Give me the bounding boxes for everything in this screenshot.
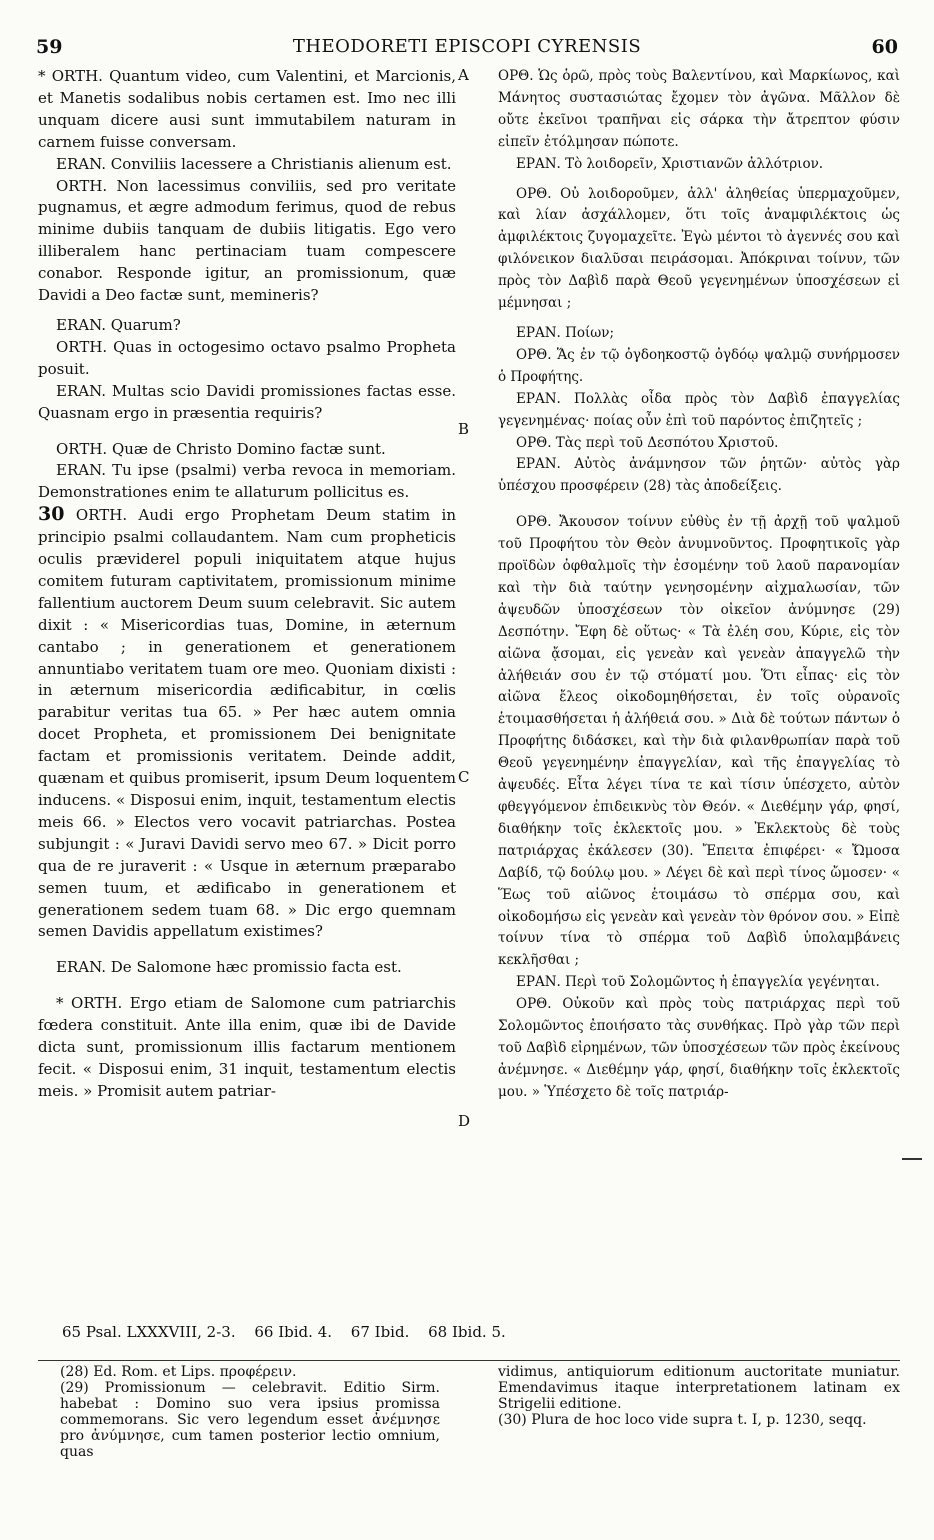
latin-paragraph: ERAN. Tu ipse (psalmi) verba revoca in memoriam. Demonstrationes enim te allaturum pollicitus es. — [38, 461, 456, 502]
footnote: 67 Ibid. — [350, 1323, 410, 1341]
editor-note: vidimus, antiquiorum editionum auctoritate muniatur. Emendavimus itaque interpretationem latinam ex Strigelii editione. — [498, 1364, 900, 1412]
column-number-30: 30 — [38, 503, 65, 526]
greek-paragraph: ΕΡΑΝ. Περὶ τοῦ Σολομῶντος ἡ ἐπαγγελία γεγένηται. — [516, 974, 880, 991]
latin-column — [38, 66, 456, 1103]
footnote: 66 Ibid. 4. — [254, 1323, 333, 1341]
editor-notes-left — [60, 1364, 440, 1460]
editor-note: (28) Ed. Rom. et Lips. προφέρειν. — [60, 1364, 297, 1380]
latin-paragraph: ERAN. Conviliis lacessere a Christianis alienum est. — [56, 154, 452, 173]
greek-paragraph: ΟΡΘ. Οὐκοῦν καὶ πρὸς τοὺς πατριάρχας περὶ τοῦ Σολομῶντος ἐποιήσατο τὰς συνθήκας. Πρὸ γὰρ τῶν περὶ τοῦ Δαβὶδ εἰρημένων, τῶν ὑποσχέσεων τῶν πρὸς ἐκείνους ἀνέμνησε. « Διεθέμην γάρ, φησί, διαθήκην τοῖς ἐκλεκτοῖς μου. » Ὑπέσχετο δὲ τοῖς πατριάρ- — [498, 996, 900, 1100]
greek-paragraph: ΕΡΑΝ. Αὐτὸς ἀνάμνησον τῶν ῥητῶν· αὐτὸς γὰρ ὑπέσχου προσφέρειν (28) τὰς ἀποδείξεις. — [498, 456, 900, 495]
greek-paragraph: ΟΡΘ. Οὐ λοιδοροῦμεν, ἀλλ' ἀληθείας ὑπερμαχοῦμεν, καὶ λίαν ἀσχάλλομεν, ὅτι τοῖς ἀναμφιλέκτοις ὡς ἀμφιλέκτοις ζυγομαχεῖτε. Ἐγὼ μέντοι τὸ ἀγεννές σου καὶ φιλόνεικον διαλῦσαι πειράσομαι. Ἀπόκριναι τοίνυν, τῶν πρὸς τὸν Δαβὶδ παρὰ Θεοῦ γεγενημένων ὑποσχέσεων εἰ μέμνησαι ; — [498, 185, 900, 312]
greek-paragraph: ΟΡΘ. Τὰς περὶ τοῦ Δεσπότου Χριστοῦ. — [516, 434, 779, 451]
latin-paragraph: ERAN. Quarum? — [56, 315, 181, 334]
latin-paragraph: * ORTH. Ergo etiam de Salomone cum patriarchis fœdera constituit. Ante illa enim, quæ ibi de Davide dicta sunt, promissionum illis factarum mentionem fecit. « Disposui enim, 31 inquit, testamentum electis meis. » Promisit autem patriar- — [38, 994, 456, 1100]
greek-paragraph: ΕΡΑΝ. Τὸ λοιδορεῖν, Χριστιανῶν ἀλλότριον. — [516, 155, 824, 172]
margin-letter-b: B — [458, 420, 470, 438]
greek-column — [498, 66, 900, 1104]
margin-letter-d: D — [458, 1112, 471, 1130]
notes-divider — [38, 1360, 900, 1361]
margin-dash — [902, 1158, 922, 1160]
editor-note: (29) Promissionum — celebravit. Editio Sirm. habebat : Domino suo vera ipsius promissa commemorans. Sic vero legendum esset ἀνέμνησε pro ἀνύμνησε, cum tamen posterior lectio omnium, quas — [60, 1380, 440, 1460]
greek-paragraph: ΕΡΑΝ. Πολλὰς οἶδα πρὸς τὸν Δαβὶδ ἐπαγγελίας γεγενημένας· ποίας οὖν ἐπὶ τοῦ παρόντος ἐπιζητεῖς ; — [498, 390, 900, 429]
latin-paragraph-col30: 30 ORTH. Audi ergo Prophetam Deum statim in principio psalmi collaudantem. Nam cum propheticis oculis præviderel populi iniquitatem atque hujus comitem futuram captivitatem, promissionum minime fallentium auctorem Deum suum celebravit. Sic autem dixit : « Misericordias tuas, Domine, in æternum cantabo ; in generationem et generationem annuntiabo veritatem tuam ore meo. Quoniam dixisti : in æternum misericordia ædificabitur, in cœlis parabitur veritas tua 65. » Per hæc autem omnia docet Propheta, et promissionem Dei benignitate factam et promissionis veritatem. Deinde addit, quænam et quibus promiserit, ipsum Deum loquentem inducens. « Disposui enim, inquit, testamentum electis meis 66. » Electos vero vocavit patriarchas. Postea subjungit : « Juravi Davidi servo meo 67. » Dicit porro qua de re juraverit : « Usque in æternum præparabo semen tuum, et ædificabo in generationem et generationem sedem tuam 68. » Dic ergo quemnam semen Davidis appellatum existimes? — [38, 503, 456, 941]
page-number-right: 60 — [871, 36, 898, 58]
editor-note: (30) Plura de hoc loco vide supra t. I, p. 1230, seqq. — [498, 1412, 867, 1428]
latin-paragraph: ORTH. Quas in octogesimo octavo psalmo Propheta posuit. — [38, 337, 456, 378]
latin-paragraph: ERAN. De Salomone hæc promissio facta est. — [56, 958, 402, 977]
latin-paragraph: ERAN. Multas scio Davidi promissiones factas esse. Quasnam ergo in præsentia requiris? — [38, 381, 456, 422]
margin-letter-c: C — [458, 768, 470, 786]
latin-paragraph: ORTH. Non lacessimus conviliis, sed pro veritate pugnamus, et ægre admodum ferimus, quod de rebus minime dubiis tanquam de dubiis litigatis. Ego vero illiberalem hanc pertinaciam tuam compescere conabor. Responde igitur, an promissionum, quæ Davidi a Deo factæ sunt, memineris? — [38, 176, 456, 305]
scripture-footnotes — [62, 1323, 662, 1341]
footnote: 65 Psal. LXXXVIII, 2-3. — [62, 1323, 236, 1341]
greek-paragraph: ΕΡΑΝ. Ποίων; — [516, 324, 615, 341]
page-header — [36, 36, 898, 58]
margin-letter-a: A — [458, 66, 469, 84]
page-number-left: 59 — [36, 36, 63, 58]
running-title: THEODORETI EPISCOPI CYRENSIS — [292, 36, 642, 57]
latin-paragraph: ORTH. Quæ de Christo Domino factæ sunt. — [56, 439, 386, 458]
latin-paragraph: * ORTH. Quantum video, cum Valentini, et Marcionis, et Manetis sodalibus nobis certamen est. Imo nec illi unquam dicere ausi sunt immutabilem naturam in carnem fuisse conversam. — [38, 67, 456, 151]
greek-paragraph: ΟΡΘ. Ἅς ἐν τῷ ὀγδοηκοστῷ ὀγδόῳ ψαλμῷ συνήρμοσεν ὁ Προφήτης. — [498, 346, 900, 385]
greek-paragraph: ΟΡΘ. Ὡς ὁρῶ, πρὸς τοὺς Βαλεντίνου, καὶ Μαρκίωνος, καὶ Μάνητος συστασιώτας ἔχομεν τὸν ἀγῶνα. Μᾶλλον δὲ οὔτε ἐκεῖνοι τραπῆναι εἰς σάρκα τὴν ἄτρεπτον φύσιν εἰπεῖν ἐτόλμησαν πώποτε. — [498, 68, 900, 150]
greek-paragraph: ΟΡΘ. Ἄκουσον τοίνυν εὐθὺς ἐν τῇ ἀρχῇ τοῦ ψαλμοῦ τοῦ Προφήτου τὸν Θεὸν ἀνυμνοῦντος. Προφητικοῖς γὰρ προϊδὼν ὀφθαλμοῖς τὴν ἐσομένην τοῦ λαοῦ παρανομίαν καὶ τὴν διὰ ταύτην γενησομένην αἰχμαλωσίαν, τῶν ἀψευδῶν ὑποσχέσεων τὸν οἰκεῖον ἀνύμνησε (29) Δεσπότην. Ἔφη δὲ οὕτως· « Τὰ ἐλέη σου, Κύριε, εἰς τὸν αἰῶνα ᾄσομαι, εἰς γενεὰν καὶ γενεὰν ἀπαγγελῶ τὴν ἀλήθειάν σου ἐν τῷ στόματί μου. Ὅτι εἶπας· εἰς τὸν αἰῶνα ἔλεος οἰκοδομηθήσεται, ἐν τοῖς οὐρανοῖς ἑτοιμασθήσεται ἡ ἀλήθειά σου. » Διὰ δὲ τούτων πάντων ὁ Προφήτης διδάσκει, καὶ τὴν διὰ φιλανθρωπίαν παρὰ τοῦ Θεοῦ γεγενημένην ἐπαγγελίαν, καὶ τῆς ἐπαγγελίας τὸ ἀψευδές. Εἶτα λέγει τίνα τε καὶ τίσιν ὑπέσχετο, αὐτὸν φθεγγόμενον ἐπιδεικνὺς τὸν Θεόν. « Διεθέμην γάρ, φησί, διαθήκην τοῖς ἐκλεκτοῖς μου. » Ἐκλεκτοὺς δὲ τοὺς πατριάρχας ἐκάλεσεν (30). Ἔπειτα ἐπιφέρει· « Ὤμοσα Δαβίδ, τῷ δούλῳ μου. » Λέγει δὲ καὶ περὶ τίνος ὤμοσεν· « Ἕως τοῦ αἰῶνος ἑτοιμάσω τὸ σπέρμα σου, καὶ οἰκοδομήσω εἰς γενεὰν καὶ γενεὰν τὸν θρόνον σου. » Εἰπὲ τοίνυν τίνα τὸ σπέρμα τοῦ Δαβὶδ ὑπολαμβάνεις κεκλῆσθαι ; — [498, 514, 900, 969]
editor-notes-right — [498, 1364, 900, 1428]
footnote: 68 Ibid. 5. — [428, 1323, 506, 1341]
